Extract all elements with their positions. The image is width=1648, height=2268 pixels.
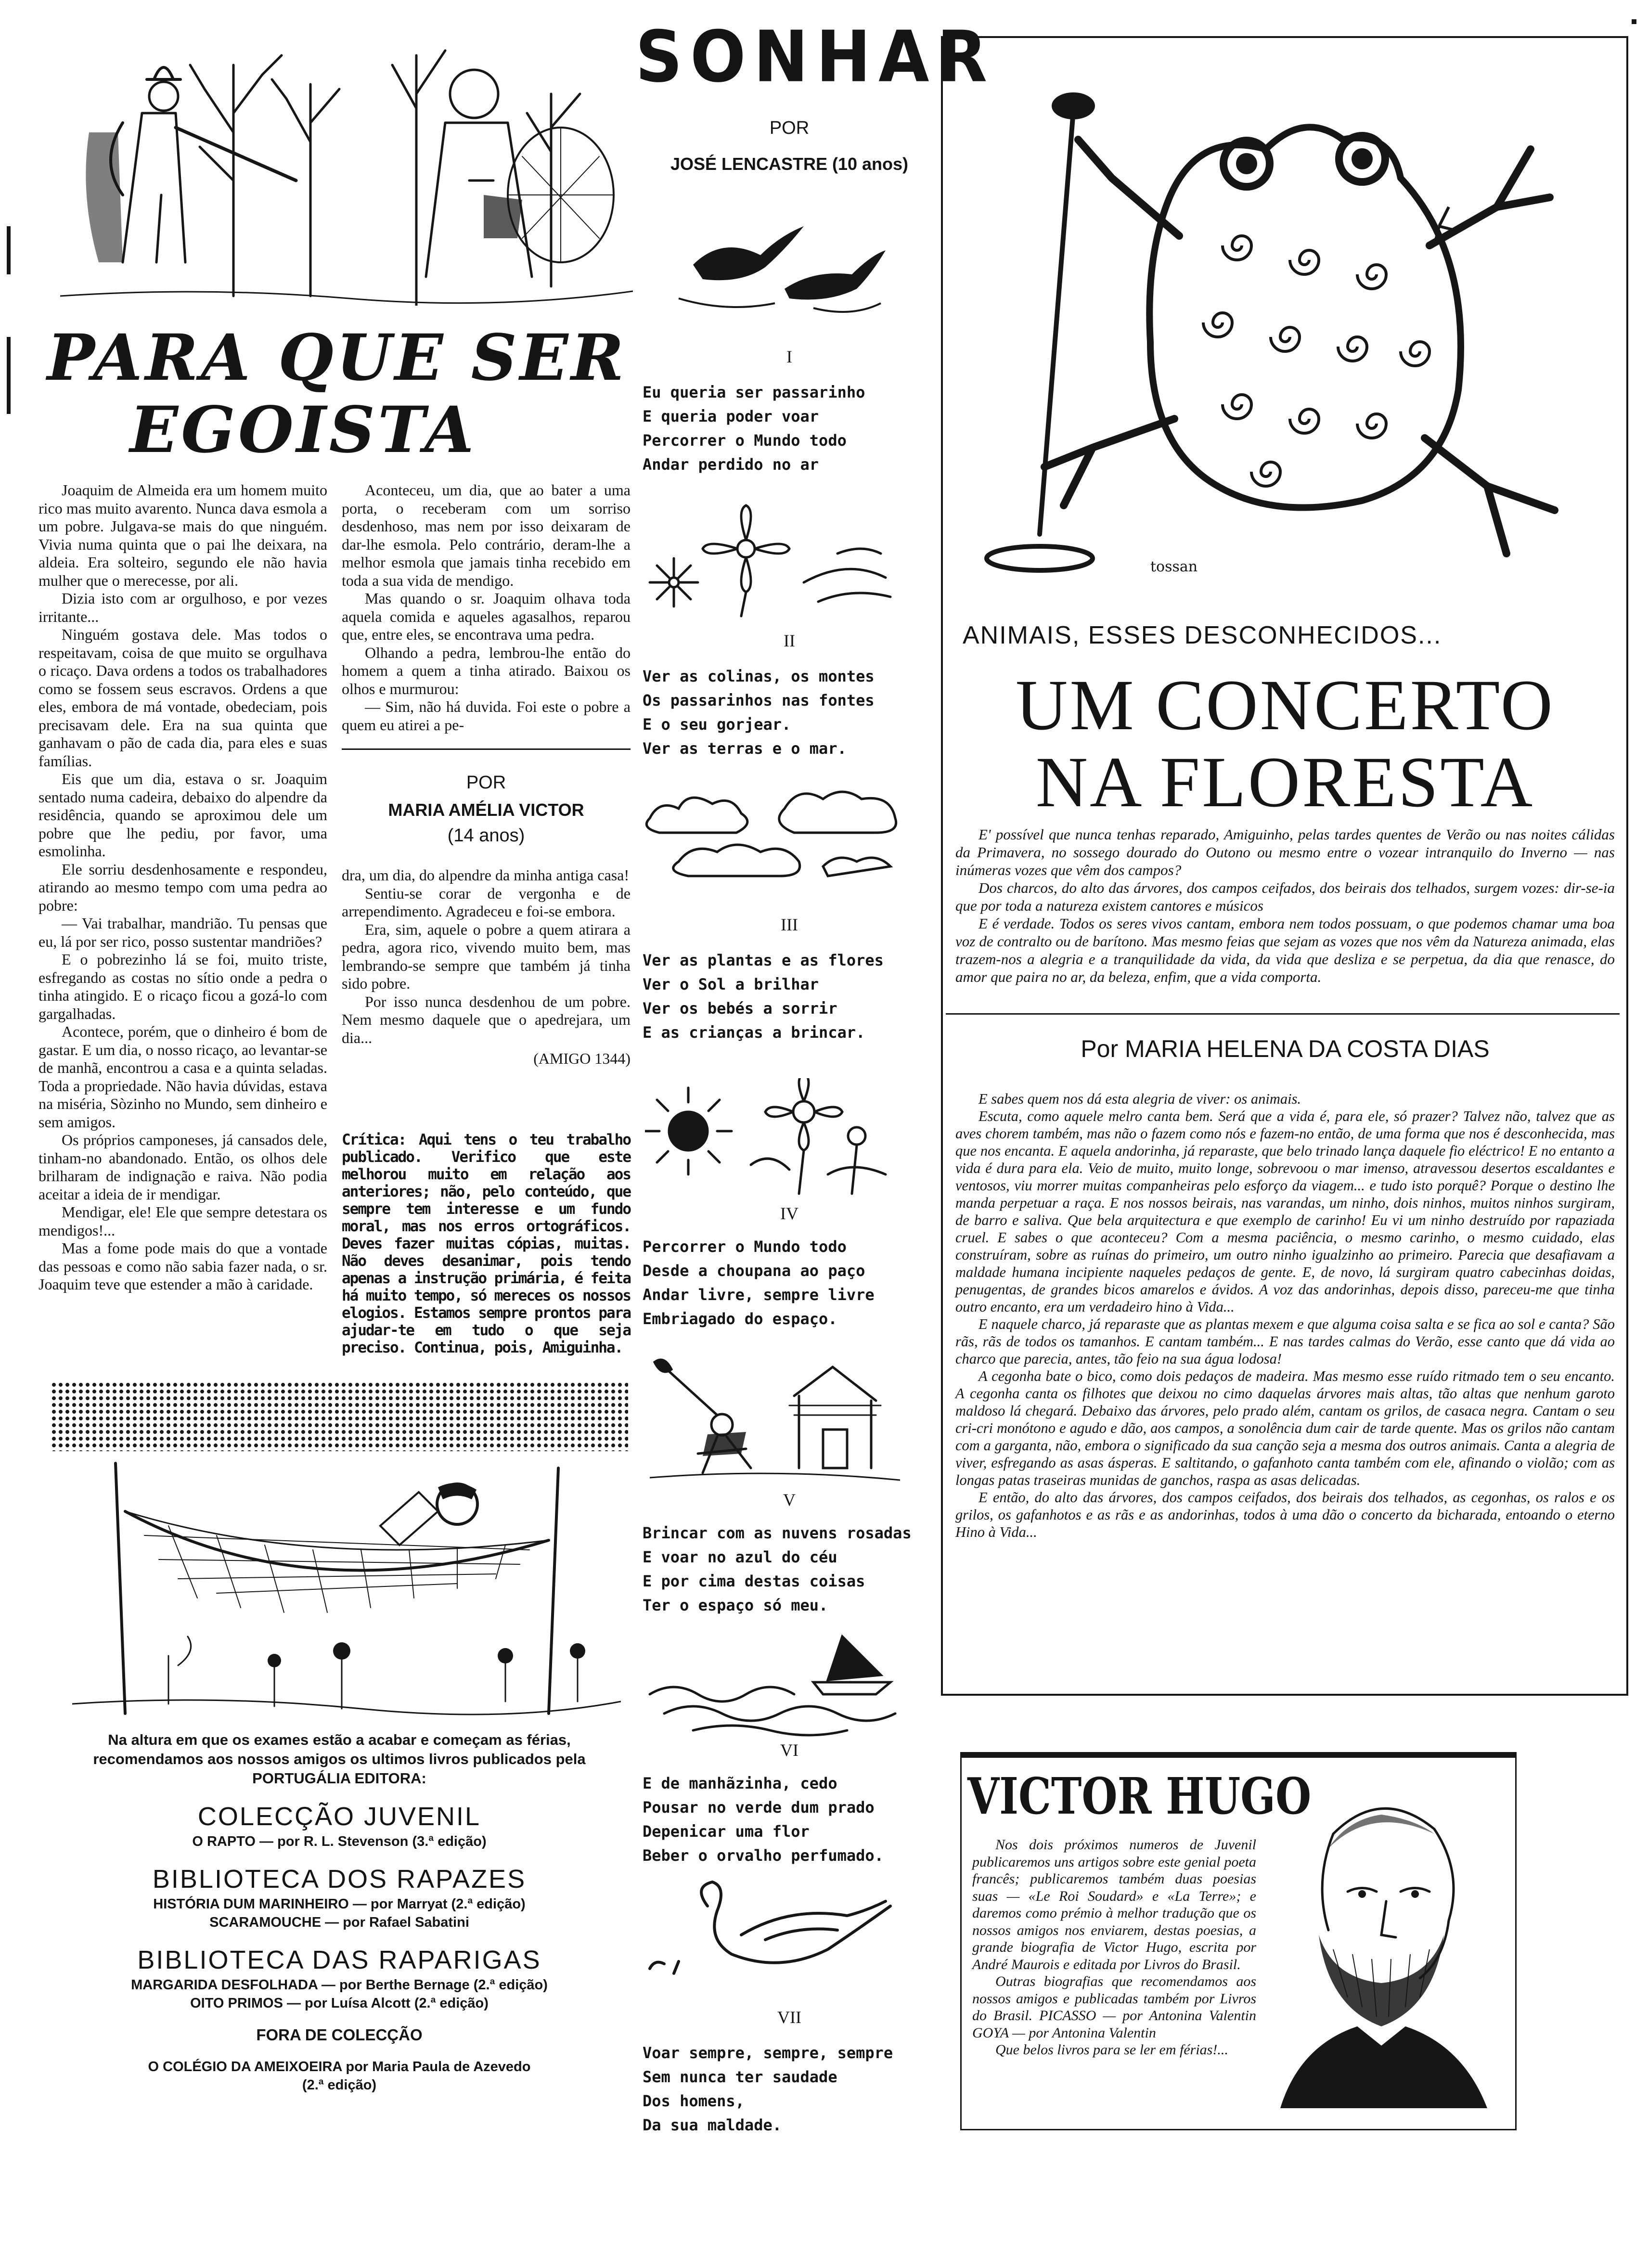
poem-line: Ver as terras e o mar. xyxy=(643,739,847,758)
egoista-paragraph: Ninguém gostava dele. Mas todos o respeitavam, coisa de que muito se orgulhava o ricaço. Dava ordens a todos os trabalhadores como se fossem seus escravos. Ordens a que eles, embora de má vontade, obedeciam, pois precisavam dele. Era na sua quinta que ganhavam o pão de cada dia, para eles e suas famílias. xyxy=(39,626,327,770)
stanza-number: VII xyxy=(777,2008,801,2027)
egoista-paragraph: Dizia isto com ar orgulhoso, e por vezes irritante... xyxy=(39,590,327,625)
flowers-illustration xyxy=(645,501,895,621)
poem-line: Ver o Sol a brilhar xyxy=(643,975,819,993)
poem-line: Ver as plantas e as flores xyxy=(643,951,884,969)
stanza-number: I xyxy=(786,347,792,366)
fora-de-coleccao: FORA DE COLECÇÃO xyxy=(256,2026,423,2044)
concerto-paragraph: Dos charcos, do alto das árvores, dos campos ceifados, dos beirais dos telhados, surgem vozes: dir-se-ia que por toda a natureza existem cantores e músicos xyxy=(955,879,1615,914)
book-entry: O COLÉGIO DA AMEIXOEIRA por Maria Paula de Azevedo xyxy=(148,2059,531,2075)
poem-line: Beber o orvalho perfumado. xyxy=(643,1846,884,1865)
victor-hugo-top-bar xyxy=(960,1752,1515,1758)
book-entry: SCARAMOUCHE — por Rafael Sabatini xyxy=(209,1915,469,1930)
egoista-paragraph: Os próprios camponeses, já cansados dele, tinham-no abandonado. Então, os olhos dele brilharam de indignação e raiva. Não podia aceitar a ideia de ir mendigar. xyxy=(39,1131,327,1203)
egoista-paragraph: — Sim, não há duvida. Foi este o pobre a quem eu atirei a pe- xyxy=(342,698,631,734)
egoista-illustration xyxy=(60,36,633,306)
swan-illustration xyxy=(645,1877,895,1993)
poem-stanza-4 xyxy=(643,1235,875,1331)
stanza-number: IV xyxy=(780,1204,798,1223)
poem-title: SONHAR xyxy=(635,16,995,99)
halftone-band xyxy=(51,1381,628,1451)
concerto-paragraph: E é verdade. Todos os seres vivos cantam, embora nem todos possuam, o que podemos chamar uma boa voz de contralto ou de barítono. Mas mesmo feias que sejam as vozes que nos vêm da Natureza animada, elas trazem-nos a alegria e a tranquilidade da vida, da vida que desliza e se perpetua, da dia que renasce, do amor que paira no ar, da beleza, enfim, que a vida comporta. xyxy=(955,915,1615,985)
egoista-paragraph: E o pobrezinho lá se foi, muito triste, esfregando as costas no sítio onde a pedra o tinha atingido. E o ricaço ficou a gozá-lo com gargalhadas. xyxy=(39,951,327,1022)
concerto-paragraph: E sabes quem nos dá esta alegria de viver: os animais. xyxy=(978,1091,1301,1107)
poem-line: E voar no azul do céu xyxy=(643,1548,837,1566)
egoista-column-1 xyxy=(39,481,327,1294)
frog-illustration xyxy=(967,53,1603,592)
poem-line: Dos homens, xyxy=(643,2092,745,2110)
egoista-paragraph: Sentiu-se corar de vergonha e de arrependimento. Agradeceu e foi-se embora. xyxy=(342,884,631,920)
concerto-paragraph: E então, do alto das árvores, dos campos ceifados, dos beirais dos telhados, as cegonhas, os ralos e os grilos, os gafanhotos e as rãs e as andorinhas, todos à uma dão o concerto da bicharada, entoando o eterno Hino à Vida... xyxy=(955,1489,1615,1540)
book-entry: MARGARIDA DESFOLHADA — por Berthe Bernage (2.ª edição) xyxy=(131,1977,548,1993)
poem-line: Embriagado do espaço. xyxy=(643,1310,837,1328)
sun-illustration xyxy=(645,1078,895,1198)
illustrator-signature: tossan xyxy=(1150,558,1198,575)
poem-line: Ter o espaço só meu. xyxy=(643,1596,828,1614)
egoista-paragraph: dra, um dia, do alpendre da minha antiga casa! xyxy=(342,866,630,884)
concerto-paragraph: Escuta, como aquele melro canta bem. Será que a vida é, para ele, só prazer? Talvez não, talvez que as aves chorem também, mas não o fazem como nós e fazem-no então, de uma forma que nos é desconhecida, mas que nos encanta. E aquela andorinha, já reparaste, que belo trinado lança daquele fio eléctrico! E no entanto a vida é dura para ela. Veio de muito, muito longe, sobrevoou o mar imenso, atravessou desertos escaldantes e ventosos, viu morrer muitas companheiras pelo esforço da viagem... e tudo isto porquê? Porque o destino lhe manda perpetuar a raça. E nos nossos beirais, nas varandas, um ninho, dois ninhos, muitos ninhos surgiram, de barro e saliva. Que bela arquitectura e que exemplo de carinho! Eu vi um ninho destruído por rapaziada cruel. E sabes o que aconteceu? Com a mesma paciência, o mesmo carinho, o mesmo cuidado, elas construíram, sobre as ruínas do primeiro, um outro ninho igualzinho ao primeiro. Parecia que desafiavam a maldade humana incipiente naqueles pedaços de gente. E, de novo, lá surgiram quatro cabecinhas doidas, penugentas, de grandes bicos amarelos e ávidos. A voz das andorinhas, depois disso, pareceu-me que tinha outro encanto, era um verdadeiro hino à Vida... xyxy=(955,1108,1615,1315)
poem-line: Sem nunca ter saudade xyxy=(643,2068,837,2086)
poem-line: Ver os bebés a sorrir xyxy=(643,999,837,1018)
egoista-title-line1: PARA QUE SER xyxy=(47,321,627,395)
hammock-illustration xyxy=(72,1454,621,1723)
egoista-byline-name: MARIA AMÉLIA VICTOR xyxy=(388,800,584,820)
egoista-paragraph: Acontece, porém, que o dinheiro é bom de gastar. E um dia, o nosso ricaço, ao levantar-se de manhã, encontrou a casa e a quinta seladas. Toda a propriedade. Não havia dúvidas, estava na miséria, Sòzinho no Mundo, sem dinheiro e sem amigos. xyxy=(39,1023,327,1131)
egoista-byline-age: (14 anos) xyxy=(447,825,525,846)
margin-mark xyxy=(1632,19,1636,24)
poem-line: Voar sempre, sempre, sempre xyxy=(643,2044,893,2062)
egoista-paragraph: Mas quando o sr. Joaquim olhava toda aquela comida e aqueles agasalhos, reparou que, entre eles, se encontrava uma pedra. xyxy=(342,590,631,643)
stanza-number: III xyxy=(781,915,798,934)
poem-stanza-5 xyxy=(643,1521,912,1617)
stanza-number: VI xyxy=(780,1740,798,1760)
egoista-byline-por: POR xyxy=(466,773,506,793)
poem-line: Os passarinhos nas fontes xyxy=(643,691,875,709)
victor-hugo-paragraph: Nos dois próximos numeros de Juvenil publicaremos uns artigos sobre este genial poeta francês; publicaremos também duas poesias suas — «Le Roi Soudard» e «La Terre»; e daremos como prémio à melhor tradução que os nossos amigos nos enviarem, destas poesias, a grande biografia de Victor Hugo, escrita por André Maurois e editada por Livros do Brasil. xyxy=(972,1837,1256,1972)
poem-line: E as crianças a brincar. xyxy=(643,1023,865,1042)
victor-hugo-paragraph: Outras biografias que recomendamos aos nossos amigos e publicadas também por Livros do Brasil. PICASSO — por Antonina Valentin GOYA — por Antonina Valentin xyxy=(972,1973,1256,2041)
clouds-illustration xyxy=(640,780,910,886)
poem-line: Da sua maldade. xyxy=(643,2116,782,2134)
margin-mark xyxy=(7,226,11,274)
book-entry: OITO PRIMOS — por Luísa Alcott (2.ª edição) xyxy=(190,1996,489,2011)
victor-hugo-paragraph: Que belos livros para se ler em férias!... xyxy=(995,2042,1228,2058)
concerto-paragraph: A cegonha bate o bico, como dois pedaços de madeira. Mas mesmo esse ruído ritmado tem o seu encanto. A cegonha canta os filhotes que deixou no cimo daquelas árvores mais altas, tão altas que nenhum garoto maldoso lá chegará. Debaixo das árvores, pelo prado além, cantam os grilos, de casaca negra. Cantam o seu cri-cri monótono e agudo e dão, aos campos, a sonolência dum cair de tarde quente. Mas os grilos não cantam com a garganta, não, embora o significado da sua canção seja a mesma dos outros animais. Canta a alegria de viver, esfregando as asas ásperas. E saltitando, o gafanhoto canta também com ele, afinando o violão; com as longas patas traseiras munidas de ganchos, raspa as asas delicadas. xyxy=(955,1368,1615,1488)
poem-line: E por cima destas coisas xyxy=(643,1572,865,1590)
egoista-column-2 xyxy=(342,481,631,734)
book-entry: HISTÓRIA DUM MARINHEIRO — por Marryat (2.ª edição) xyxy=(153,1896,526,1912)
egoista-paragraph: Mendigar, ele! Ele que sempre detestara os mendigos!... xyxy=(39,1203,327,1239)
egoista-paragraph: — Vai trabalhar, mandrião. Tu pensas que eu, lá por ser rico, posso sustentar mandriões? xyxy=(39,915,327,950)
concerto-byline: Por MARIA HELENA DA COSTA DIAS xyxy=(1081,1035,1490,1062)
concerto-intro-rule xyxy=(946,1013,1620,1015)
egoista-title-line2: EGOISTA xyxy=(129,393,477,467)
egoista-paragraph: Joaquim de Almeida era um homem muito rico mas muito avarento. Nunca dava esmola a um pobre. Julgava-se mais do que ninguém. Vivia numa quinta que o pai lhe deixara, na aldeia. Era solteiro, segundo ele não havia mulher que o merecesse, por ali. xyxy=(39,481,327,589)
concerto-kicker: ANIMAIS, ESSES DESCONHECIDOS... xyxy=(963,621,1442,649)
concerto-paragraph: E naquele charco, já reparaste que as plantas mexem e que alguma coisa salta e se fica ao sol e canta? São rãs, rãs de todos os tamanhos. E cantam também... E nas tardes calmas do Verão, esse canto que dá vida ao charco que parecia, antes, tão feio na sua água lodosa! xyxy=(955,1316,1615,1367)
poem-stanza-7 xyxy=(643,2041,893,2137)
poem-line: Ver as colinas, os montes xyxy=(643,667,875,685)
egoista-signature: (AMIGO 1344) xyxy=(533,1050,631,1067)
concerto-title-line1: UM CONCERTO xyxy=(1016,665,1555,745)
egoista-critica: Crítica: Aqui tens o teu trabalho publicado. Verifico que este melhorou muito em relação aos anteriores; não, pelo conteúdo, que sempre tem interesse e um fundo moral, mas nos erros ortográficos. Deves fazer muitas cópias, muitas. Não deves desanimar, pois tendo apenas a instrução primária, é feita há muito tempo, só mereces os nossos elogios. Estamos sempre prontos para ajudar-te em tudo o que seja preciso. Continua, pois, Amiguinha. xyxy=(342,1131,631,1356)
victor-hugo-text xyxy=(972,1836,1256,2059)
egoista-paragraph: Mas a fome pode mais do que a vontade das pessoas e como não sabia fazer nada, o sr. Joaquim teve que estender a mão à caridade. xyxy=(39,1239,327,1293)
egoista-paragraph: Ele sorriu desdenhosamente e respondeu, atirando ao mesmo tempo com uma pedra ao pobre: xyxy=(39,860,327,914)
egoista-paragraph: Aconteceu, um dia, que ao bater a uma porta, o receberam com um sorriso desdenhoso, mas nem por isso deixaram de dar-lhe esmola. Pelo contrário, deram-lhe a melhor esmola que jamais tinha recebido em toda a sua vida de mendigo. xyxy=(342,481,631,589)
egoista-paragraph: Era, sim, aquele o pobre a quem atirara a pedra, agora rico, vivendo muito bem, mas lembrando-se sempre que também já tinha sido pobre. xyxy=(342,920,631,992)
poem-line: Depenicar uma flor xyxy=(643,1822,810,1841)
concerto-body xyxy=(955,1090,1615,1541)
poem-line: Percorrer o Mundo todo xyxy=(643,431,847,450)
poem-line: Percorrer o Mundo todo xyxy=(643,1237,847,1256)
collection-name: BIBLIOTECA DOS RAPAZES xyxy=(152,1865,527,1894)
egoista-paragraph: Olhando a pedra, lembrou-lhe então do homem a quem a tinha atirado. Baixou os olhos e murmurou: xyxy=(342,644,631,697)
boat-illustration xyxy=(645,1627,900,1738)
collection-name: COLECÇÃO JUVENIL xyxy=(197,1802,481,1831)
poem-stanza-3 xyxy=(643,948,884,1044)
concerto-title-line2: NA FLORESTA xyxy=(1035,742,1535,822)
poem-line: Pousar no verde dum prado xyxy=(643,1798,875,1817)
poem-stanza-1 xyxy=(643,380,865,477)
egoista-byline-rule xyxy=(342,748,631,750)
poem-por: POR xyxy=(769,118,810,138)
poem-line: Andar perdido no ar xyxy=(643,455,819,474)
poem-line: E de manhãzinha, cedo xyxy=(643,1774,837,1792)
poem-line: E o seu gorjear. xyxy=(643,715,791,734)
birds-illustration xyxy=(669,207,890,318)
stanza-number: II xyxy=(784,631,795,650)
poem-line: E queria poder voar xyxy=(643,407,819,425)
egoista-paragraph: Eis que um dia, estava o sr. Joaquim sentado numa cadeira, debaixo do alpendre da residência, quando se aproximou dele um pobre que lhe pediu, por favor, uma esmolinha. xyxy=(39,770,327,860)
poem-line: Desde a choupana ao paço xyxy=(643,1262,865,1280)
book-entry: O RAPTO — por R. L. Stevenson (3.ª edição) xyxy=(192,1834,487,1849)
egoista-paragraph: Por isso nunca desdenhou de um pobre. Nem mesmo daquele que o apedrejara, um dia... xyxy=(342,992,631,1046)
book-entry: (2.ª edição) xyxy=(302,2077,377,2093)
victor-hugo-title: VICTOR HUGO xyxy=(967,1766,1312,1826)
victor-hugo-portrait xyxy=(1261,1776,1502,2113)
collection-name: BIBLIOTECA DAS RAPARIGAS xyxy=(137,1946,541,1974)
poem-author: JOSÉ LENCASTRE (10 anos) xyxy=(670,154,909,174)
egoista-column-2b xyxy=(342,866,631,1068)
poem-line: Eu queria ser passarinho xyxy=(643,383,865,401)
stanza-number: V xyxy=(783,1490,796,1509)
concerto-intro xyxy=(955,825,1615,986)
concerto-paragraph: E' possível que nunca tenhas reparado, Amiguinho, pelas tardes quentes de Verão ou nas noites cálidas da Primavera, no sossego dourado do Outono ou mesmo entre o vozear intranquilo do Inverno — nas inúmeras vozes que vêm dos campos? xyxy=(955,826,1615,878)
traveller-illustration xyxy=(650,1357,900,1487)
poem-line: Brincar com as nuvens rosadas xyxy=(643,1524,912,1542)
poem-stanza-6 xyxy=(643,1771,884,1868)
books-ad-intro: Na altura em que os exames estão a acabar e começam as férias, recomendamos aos nossos amigos os ultimos livros publicados pela PORTUGÁLIA EDITORA: xyxy=(93,1731,586,1787)
poem-line: Andar livre, sempre livre xyxy=(643,1286,875,1304)
poem-stanza-2 xyxy=(643,664,875,760)
margin-mark xyxy=(7,337,11,414)
books-ad xyxy=(39,1730,640,2094)
